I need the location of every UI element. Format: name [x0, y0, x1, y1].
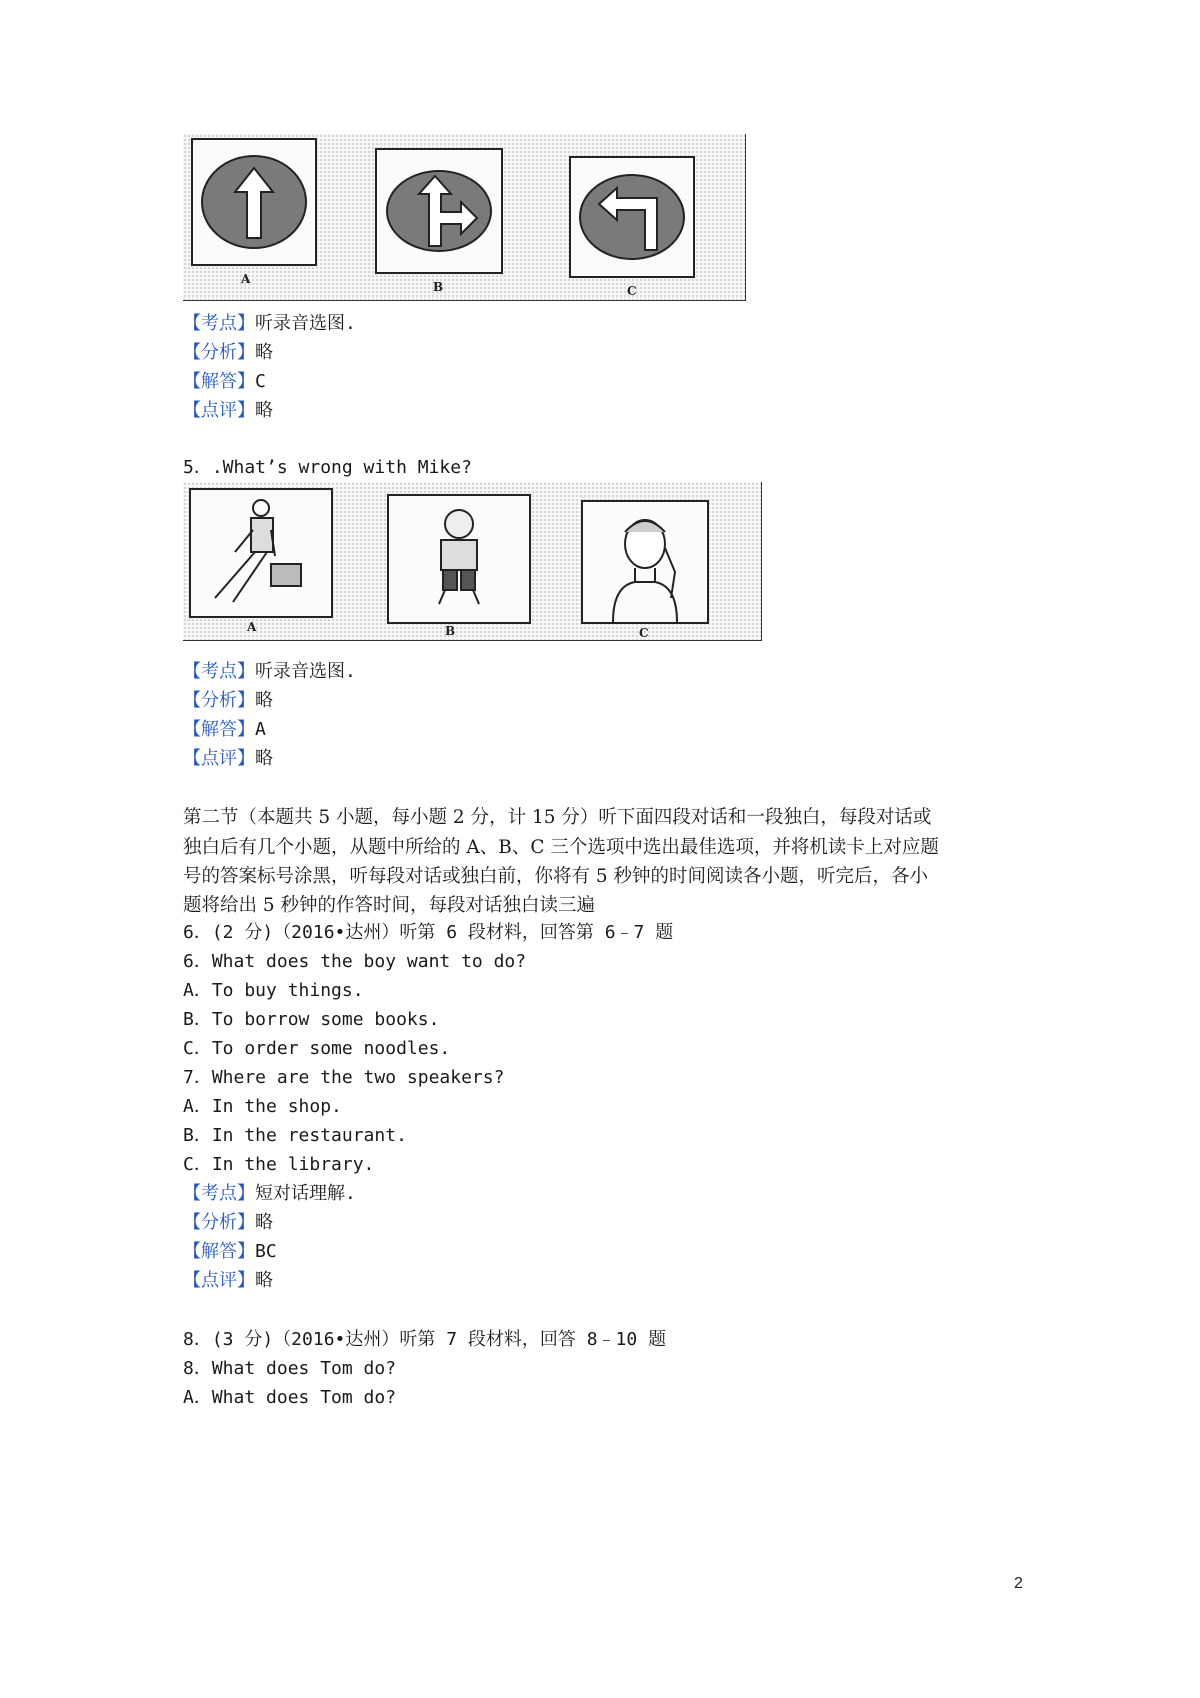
feedback-text: 略 [255, 1270, 273, 1291]
q6-7-kaodian [183, 1182, 356, 1206]
figure1-caption-b: B [433, 280, 444, 294]
q6-question: 6．What does the boy want to do? [183, 951, 527, 972]
q7-question: 7．Where are the two speakers? [183, 1067, 505, 1088]
feedback-text: 略 [255, 1212, 273, 1233]
q5-dianping [183, 747, 273, 771]
section2-line-2: 独白后有几个小题，从题中所给的 A、B、C 三个选项中选出最佳选项，并将机读卡上对应题 [183, 837, 939, 858]
q7-option-b: B．In the restaurant. [183, 1125, 407, 1146]
q4-fenxi [183, 341, 273, 365]
feedback-text: 短对话理解. [255, 1183, 356, 1204]
q6-option-c: C．To order some noodles. [183, 1038, 451, 1059]
sign-panel-b [375, 148, 503, 274]
q6-7-header: 6．(2 分)（2016•达州）听第 6 段材料，回答第 6﹣7 题 [183, 922, 674, 943]
hurt-leg-person-icon [191, 490, 331, 616]
feedback-text: BC [255, 1241, 277, 1262]
q8-question: 8．What does Tom do? [183, 1358, 397, 1379]
feedback-tag: 【考点】 [183, 1183, 255, 1204]
feedback-text: 略 [255, 690, 273, 711]
mike-panel-b [387, 494, 531, 624]
headache-person-icon [583, 502, 707, 622]
feedback-text: 略 [255, 342, 273, 363]
q5-kaodian [183, 660, 356, 684]
straight-arrow-sign-icon [193, 140, 315, 264]
q4-dianping [183, 399, 273, 423]
figure2-caption-b: B [445, 624, 456, 638]
q8-option-a: A．What does Tom do? [183, 1387, 397, 1408]
feedback-text: 听录音选图. [255, 661, 356, 682]
feedback-text: 略 [255, 748, 273, 769]
section2-line-4: 题将给出 5 秒钟的作答时间，每段对话独白读三遍 [183, 895, 596, 916]
q6-7-dianping [183, 1269, 273, 1293]
q6-7-jieda [183, 1240, 277, 1264]
feedback-tag: 【考点】 [183, 313, 255, 334]
mike-panel-a [189, 488, 333, 618]
feedback-text: C [255, 371, 266, 392]
q4-kaodian [183, 312, 356, 336]
q4-jieda [183, 370, 266, 394]
sign-panel-c [569, 156, 695, 278]
mike-figure [183, 482, 762, 641]
figure1-caption-a: A [241, 272, 251, 286]
feedback-tag: 【点评】 [183, 1270, 255, 1291]
figure2-caption-a: A [247, 620, 257, 634]
feedback-tag: 【解答】 [183, 1241, 255, 1262]
feedback-tag: 【考点】 [183, 661, 255, 682]
feedback-text: A [255, 719, 266, 740]
section2-line-1: 第二节（本题共 5 小题，每小题 2 分，计 15 分）听下面四段对话和一段独白，每段对话或 [183, 807, 932, 828]
page-number: 2 [1014, 1575, 1023, 1592]
q6-7-fenxi [183, 1211, 273, 1235]
q5-fenxi [183, 689, 273, 713]
feedback-tag: 【点评】 [183, 400, 255, 421]
sign-panel-a [191, 138, 317, 266]
figure2-caption-c: C [639, 626, 649, 640]
q7-option-c: C．In the library. [183, 1154, 375, 1175]
mike-panel-c [581, 500, 709, 624]
feedback-tag: 【解答】 [183, 719, 255, 740]
q6-option-a: A．To buy things. [183, 980, 364, 1001]
q5-jieda [183, 718, 266, 742]
feedback-text: 略 [255, 400, 273, 421]
feedback-tag: 【分析】 [183, 342, 255, 363]
section2-line-3: 号的答案标号涂黑，听每段对话或独白前，你将有 5 秒钟的时间阅读各小题，听完后，各小 [183, 866, 929, 887]
feedback-text: 听录音选图. [255, 313, 356, 334]
stomachache-boy-icon [389, 496, 529, 622]
feedback-tag: 【分析】 [183, 690, 255, 711]
q6-option-b: B．To borrow some books. [183, 1009, 440, 1030]
feedback-tag: 【解答】 [183, 371, 255, 392]
feedback-tag: 【分析】 [183, 1212, 255, 1233]
left-turn-sign-icon [571, 158, 693, 276]
figure1-caption-c: C [627, 284, 637, 298]
q7-option-a: A．In the shop. [183, 1096, 342, 1117]
q5-question: 5．.What’s wrong with Mike? [183, 457, 472, 478]
feedback-tag: 【点评】 [183, 748, 255, 769]
q8-header: 8．(3 分)（2016•达州）听第 7 段材料，回答 8﹣10 题 [183, 1329, 667, 1350]
straight-or-right-sign-icon [377, 150, 501, 272]
traffic-signs-figure [183, 134, 746, 301]
